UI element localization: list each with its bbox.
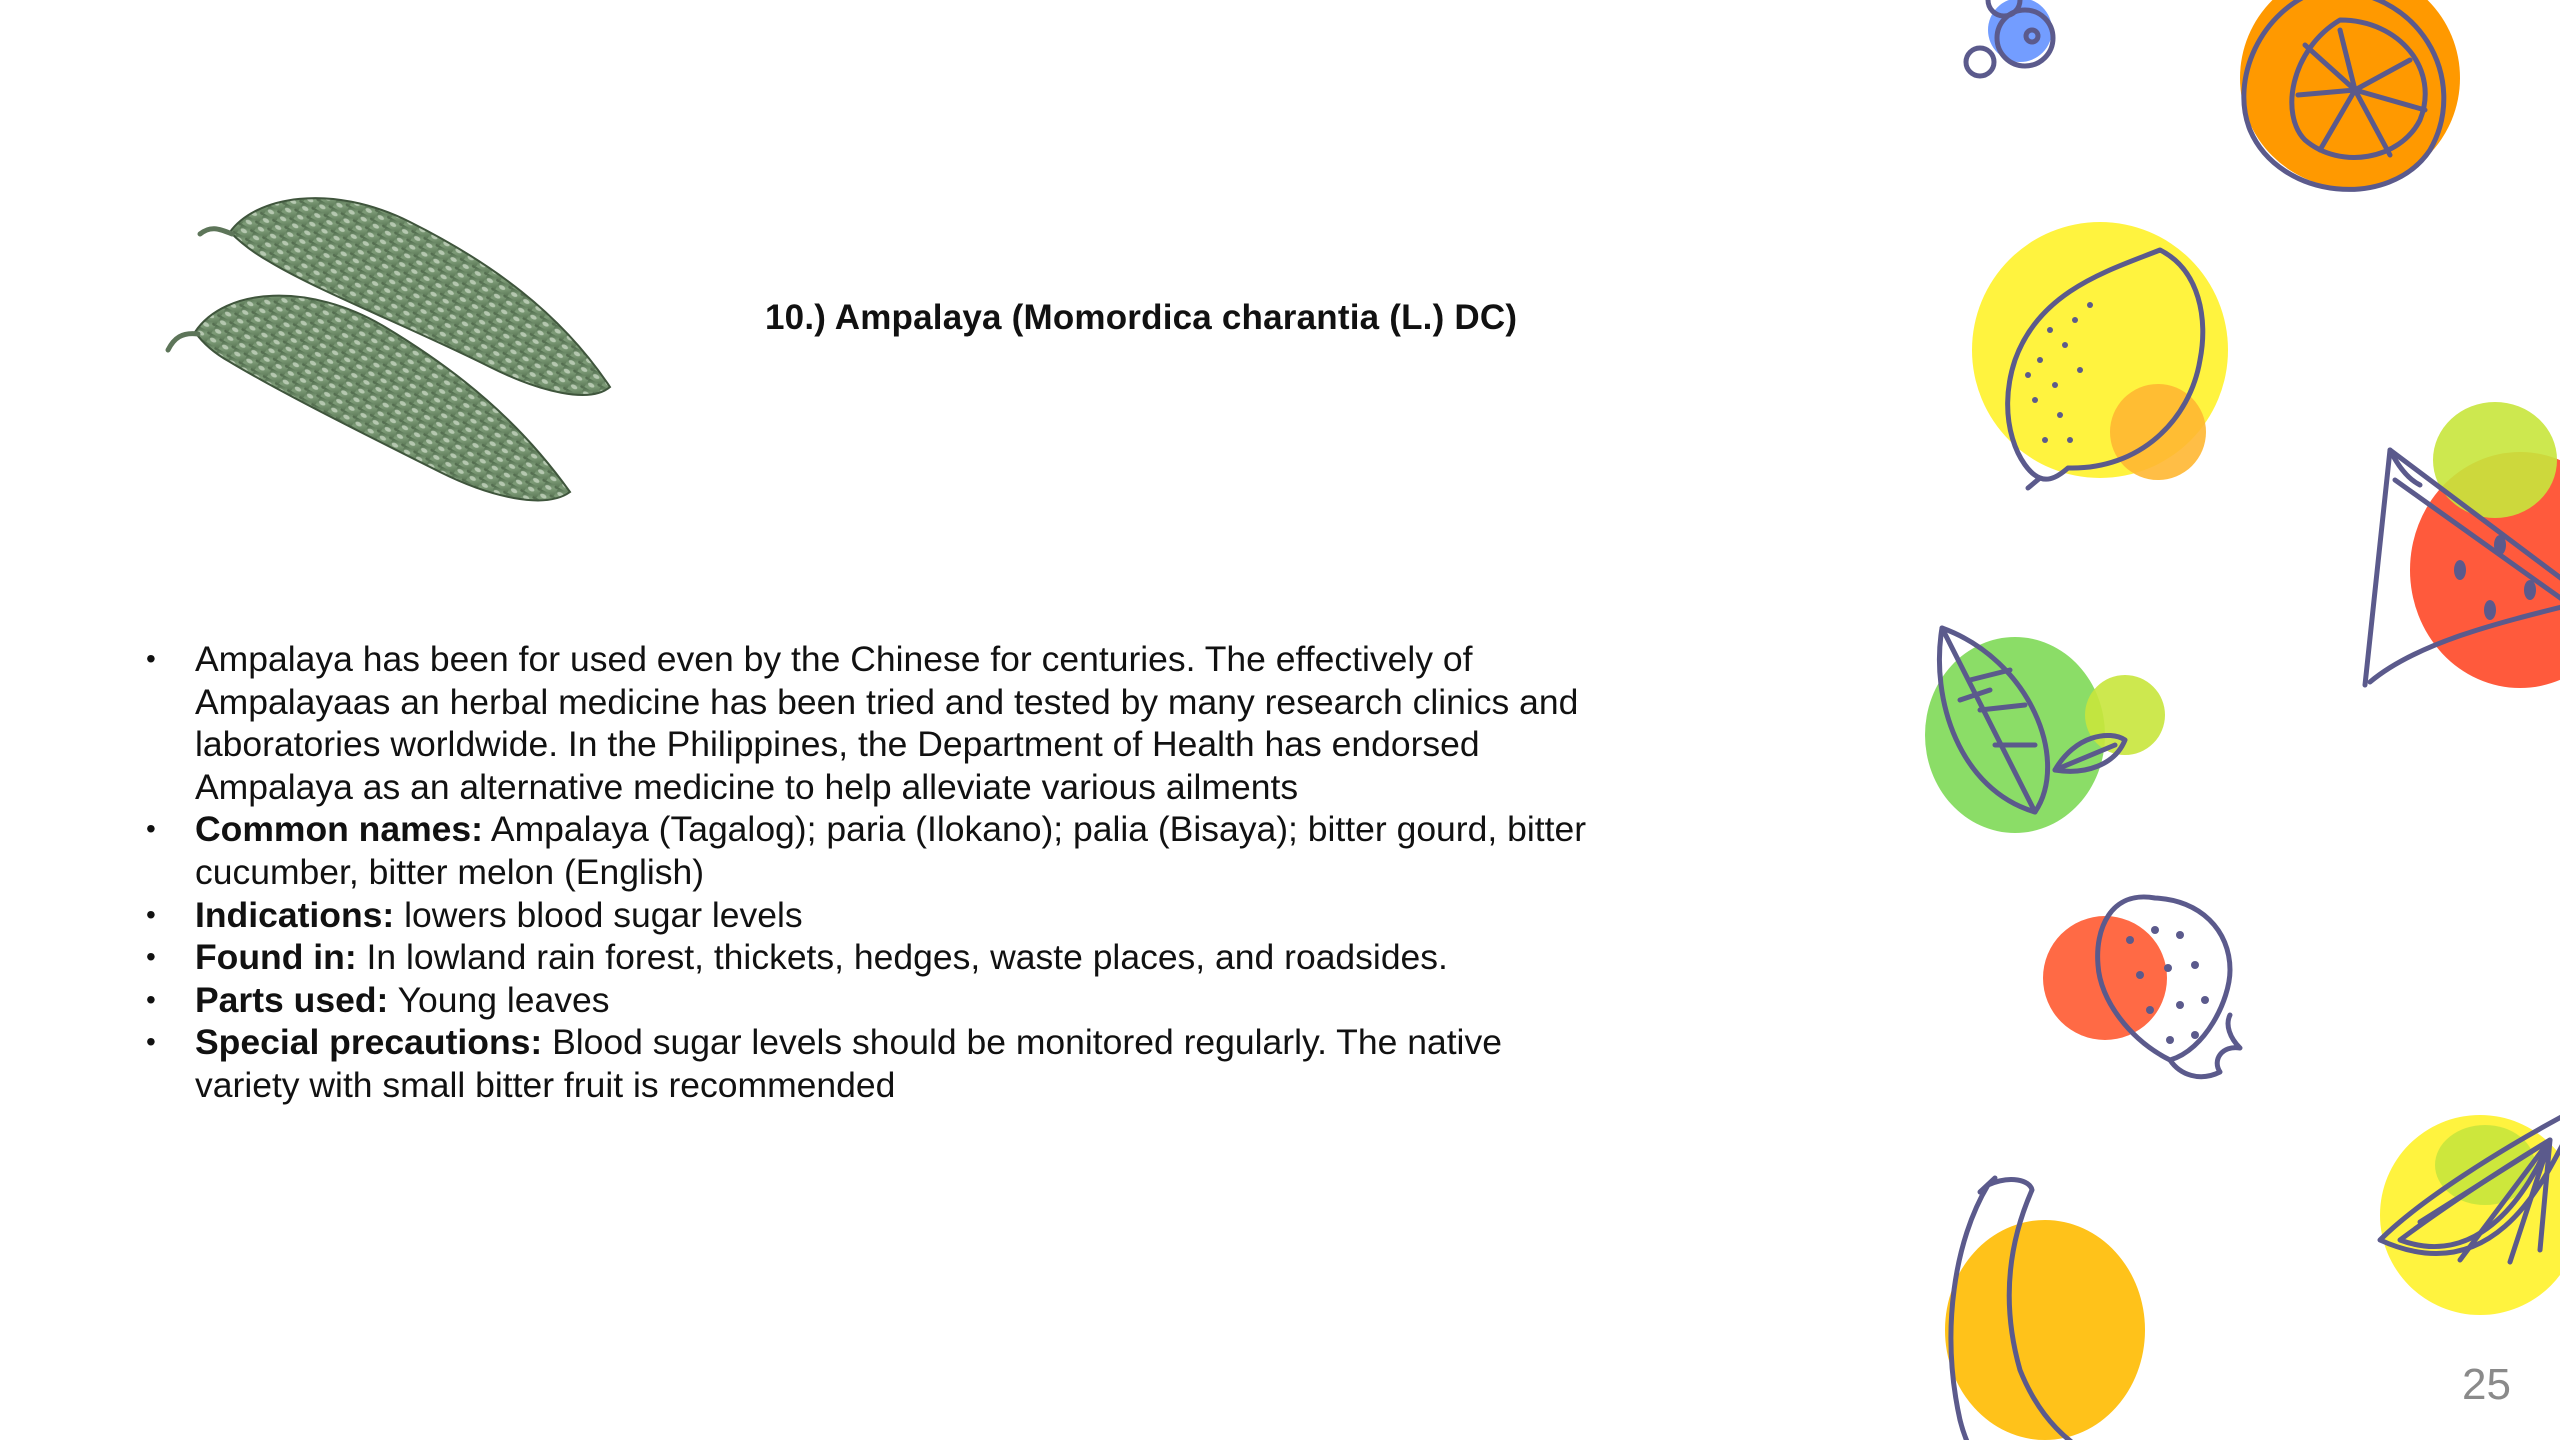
lemon-icon xyxy=(1972,222,2228,488)
blueberry-icon xyxy=(1966,0,2053,76)
bullet-text: Ampalaya has been for used even by the Chinese for centuries. The effectively of Ampalayaas an herbal medicine has been tried and tested by many research clinics and laboratories worldwide. In the Philippines, the Department of Health has endorsed Ampalaya as an alternative medicine to help alleviate various ailments xyxy=(195,639,1579,807)
bullet-dot: • xyxy=(146,813,156,845)
bullet-text: In lowland rain forest, thickets, hedges, waste places, and roadsides. xyxy=(356,937,1448,978)
bullet-item xyxy=(140,808,1600,893)
watermelon-slice-icon xyxy=(2365,402,2560,688)
bullet-label: Indications: xyxy=(195,894,395,935)
bullet-item xyxy=(140,979,1600,1022)
bullet-item xyxy=(140,1021,1600,1106)
bullet-dot: • xyxy=(146,941,156,973)
banana-icon xyxy=(1945,1178,2145,1440)
bullet-label: Parts used: xyxy=(195,979,389,1020)
bullet-label: Special precautions: xyxy=(195,1022,543,1063)
bullet-dot: • xyxy=(146,1026,156,1058)
bullet-list xyxy=(140,638,1600,1107)
bullet-dot: • xyxy=(146,983,156,1015)
bullet-text: Ampalaya (Tagalog); paria (Ilokano); palia (Bisaya); bitter gourd, bitter cucumber, bitter melon (English) xyxy=(195,809,1587,892)
bullet-item xyxy=(140,894,1600,937)
bullet-label: Found in: xyxy=(195,937,357,978)
bullet-label: Common names: xyxy=(195,809,483,850)
orange-slice-icon xyxy=(2240,0,2460,189)
leaf-icon xyxy=(1925,628,2165,833)
bullet-dot: • xyxy=(146,643,156,674)
bullet-text: Young leaves xyxy=(388,979,610,1020)
bullet-text: lowers blood sugar levels xyxy=(394,894,803,935)
bullet-item xyxy=(140,638,1600,808)
page-number: 25 xyxy=(2462,1360,2511,1409)
strawberry-icon xyxy=(2043,897,2240,1077)
slide-title: 10.) Ampalaya (Momordica charantia (L.) DC) xyxy=(765,298,1518,337)
ampalaya-photo xyxy=(160,142,670,542)
bullet-item xyxy=(140,936,1600,979)
lime-slice-icon xyxy=(2380,1115,2560,1315)
fruit-decorations xyxy=(1900,0,2560,1440)
bullet-text: Blood sugar levels should be monitored regularly. The native variety with small bitter fruit is recommended xyxy=(195,1022,1502,1105)
bullet-dot: • xyxy=(146,898,156,930)
